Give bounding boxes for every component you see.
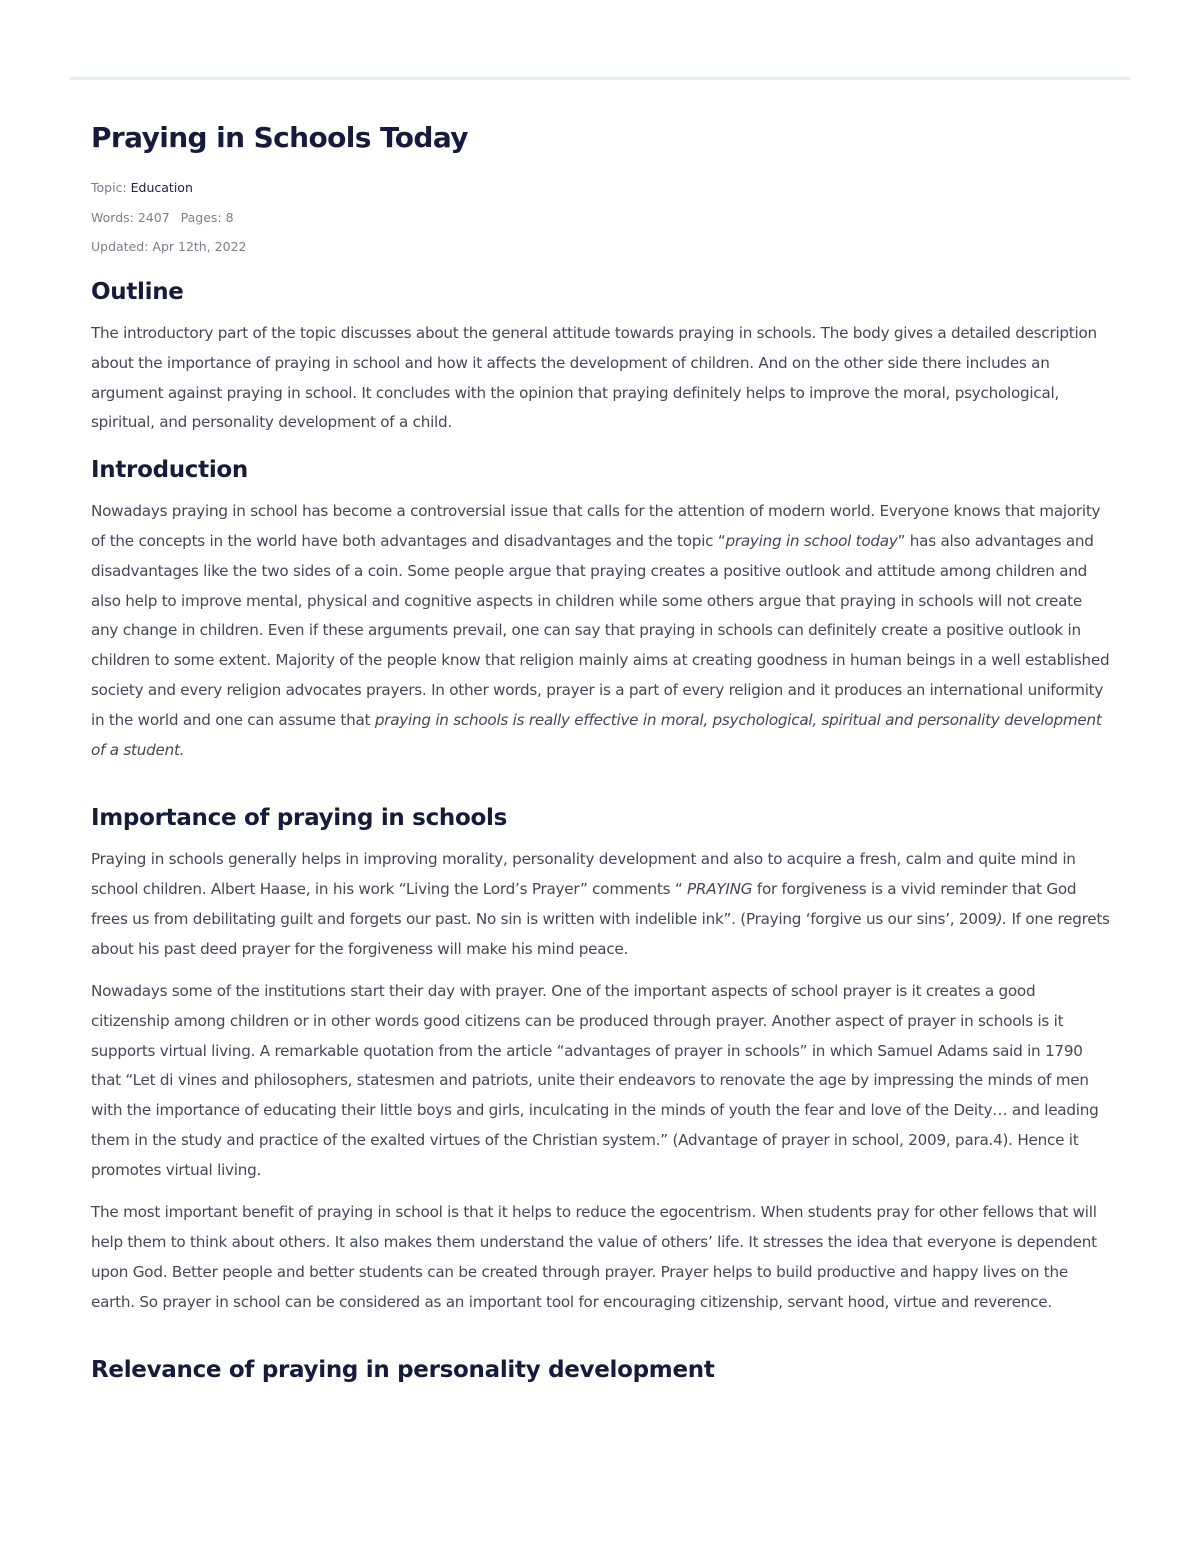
section-heading-importance: Importance of praying in schools [91, 805, 507, 832]
section-heading-introduction: Introduction [91, 457, 248, 484]
importance-emphasis-praying: PRAYING [687, 880, 753, 899]
essay-content [91, 118, 1111, 1387]
pages-value: 8 [225, 209, 234, 225]
intro-text-a: Nowadays praying in school has become a controversial issue that calls for the attention of modern world. Everyone knows that majority of the concepts in the world have both advantages and disadvantages and the topic “ [91, 502, 1101, 550]
pages-label: Pages: [180, 209, 222, 225]
importance-text-a: Praying in schools generally helps in improving morality, personality development and also to acquire a fresh, calm and quite mind in school children. Albert Haase, in his work “Living the Lord’s Prayer” comments “ [91, 850, 1076, 899]
introduction-paragraph [91, 497, 1111, 765]
section-heading-outline: Outline [91, 279, 184, 305]
intro-text-b: ” has also advantages and disadvantages like the two sides of a coin. Some people argue that praying creates a positive outlook and attitude among children and also help to improve mental, physical and cognitive aspects in children while some others argue that praying in schools will not create any change in children. Even if these arguments prevail, one can say that praying in schools can definitely create a positive outlook in children to some extent. Majority of the people know that religion mainly aims at creating goodness in human beings in a well established society and every religion advocates prayers. In other words, prayer is a part of every religion and it produces an international uniformity in the world and one can assume that [91, 531, 1110, 729]
importance-paragraph-2: Nowadays some of the institutions start their day with prayer. One of the important aspects of school prayer is it creates a good citizenship among children or in other words good citizens can be produced through prayer. Another aspect of prayer in schools is it supports virtual living. A remarkable quotation from the article “advantages of prayer in schools” in which Samuel Adams said in 1790 that “Let di vines and philosophers, statesmen and patriots, unite their endeavors to renovate the age by impressing the minds of men with the importance of educating their little boys and girls, inculcating in the minds of youth the fear and love of the Deity… and leading them in the study and practice of the exalted virtues of the Christian system.” (Advantage of prayer in school, 2009, para.4). Hence it promotes virtual living. [91, 982, 1099, 1179]
section-heading-relevance: Relevance of praying in personality development [91, 1357, 715, 1384]
words-label: Words: [91, 209, 134, 225]
importance-emphasis-close: ). [996, 909, 1007, 928]
intro-emphasis-thesis: praying in schools is really effective in moral, psychological, spiritual and personality development of a student. [91, 710, 1102, 759]
top-divider [70, 77, 1130, 80]
intro-emphasis-topic: praying in school today [725, 531, 898, 550]
importance-text-b: for forgiveness is a vivid reminder that God frees us from debilitating guilt and forgets our past. No sin is written with indelible ink”. (Praying ‘forgive us our sins’, 2009 [91, 880, 1077, 928]
importance-paragraph-3: The most important benefit of praying in school is that it helps to reduce the egocentrism. When students pray for other fellows that will help them to think about others. It also makes them understand the value of others’ life. It stresses the idea that everyone is dependent upon God. Better people and better students can be created through prayer. Prayer helps to build productive and happy lives on the earth. So prayer in school can be considered as an important tool for encouraging citizenship, servant hood, virtue and reverence. [91, 1203, 1097, 1311]
topic-label: Topic: [91, 180, 127, 195]
meta-stats [91, 209, 1111, 227]
importance-paragraph-1 [91, 845, 1111, 964]
updated-value: Apr 12th, 2022 [152, 239, 247, 254]
words-value: 2407 [137, 209, 170, 225]
topic-value[interactable]: Education [130, 180, 193, 195]
importance-text-c: If one regrets about his past deed prayer for the forgiveness will make his mind peace. [91, 909, 1110, 958]
meta-updated [91, 238, 1111, 256]
updated-label: Updated: [91, 239, 149, 254]
page-title: Praying in Schools Today [91, 121, 468, 154]
meta-topic [91, 179, 1111, 197]
outline-paragraph: The introductory part of the topic discusses about the general attitude towards praying in schools. The body gives a detailed description about the importance of praying in school and how it affects the development of children. And on the other side there includes an argument against praying in school. It concludes with the opinion that praying definitely helps to improve the moral, psychological, spiritual, and personality development of a child. [91, 324, 1097, 432]
